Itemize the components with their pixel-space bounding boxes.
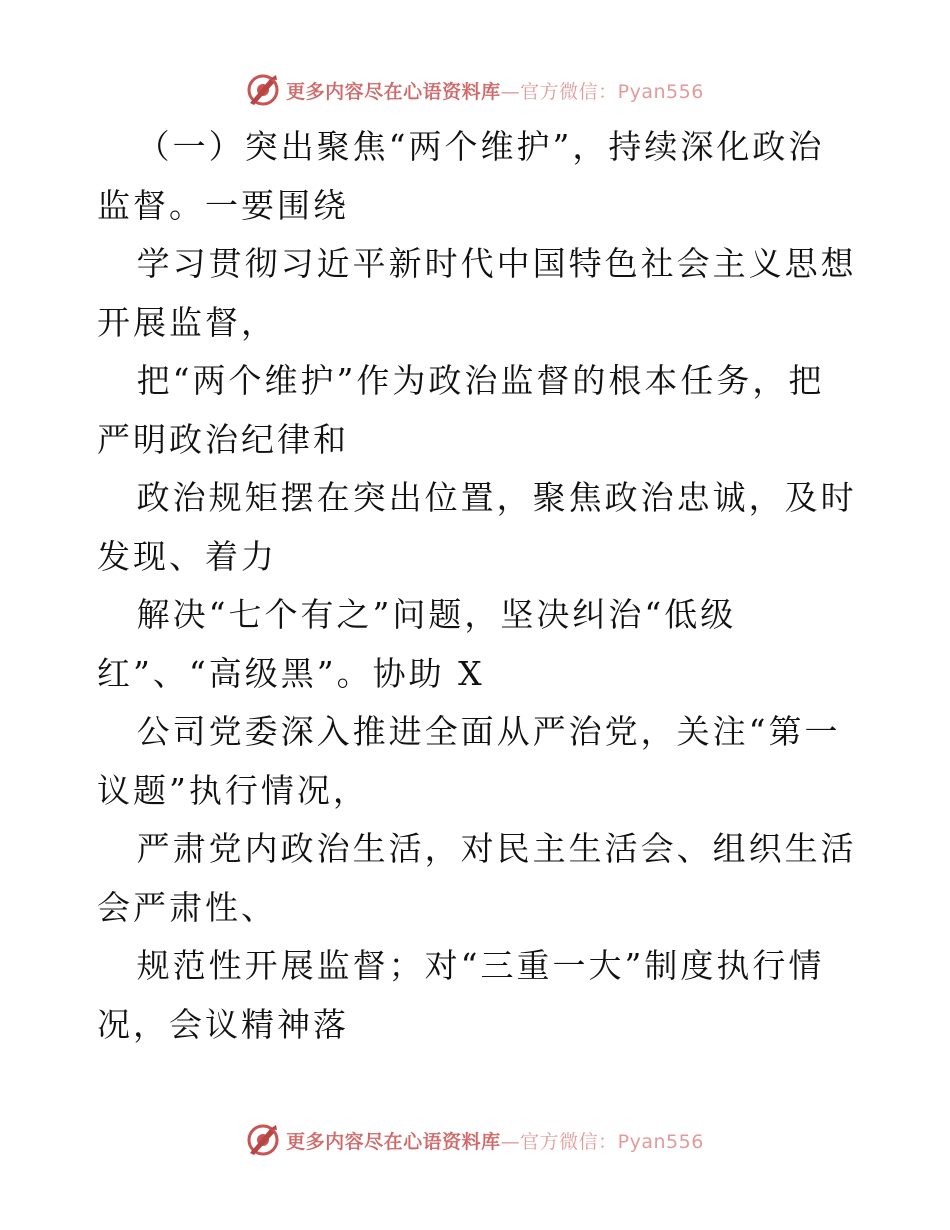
contact-text: —官方微信：Pyan556 [500,80,704,103]
paragraph-2: 学习贯彻习近平新时代中国特色社会主义思想开展监督， [97,244,857,342]
paragraph-3: 把“两个维护”作为政治监督的根本任务，把严明政治纪律和 [97,361,825,459]
paragraph-4: 政治规矩摆在突出位置，聚焦政治忠诚，及时发现、着力 [97,478,857,576]
header-watermark-banner [0,70,950,110]
document-body [97,118,857,1054]
paragraph-8: 规范性开展监督；对“三重一大”制度执行情况，会议精神落 [97,946,825,1044]
paragraph-5: 解决“七个有之”问题，坚决纠治“低级红”、“高级黑”。协助 X [97,595,737,693]
paragraph-1: （一）突出聚焦“两个维护”，持续深化政治监督。一要围绕 [97,127,825,225]
pen-seal-logo-icon [246,73,280,107]
paragraph-6: 公司党委深入推进全面从严治党，关注“第一议题”执行情况， [97,712,841,810]
footer-watermark-banner [0,1120,950,1160]
pen-seal-logo-icon [246,1123,280,1157]
paragraph-7: 严肃党内政治生活，对民主生活会、组织生活会严肃性、 [97,829,857,927]
promo-text: 更多内容尽在心语资料库 [286,80,501,103]
promo-text: 更多内容尽在心语资料库 [286,1130,501,1153]
contact-text: —官方微信：Pyan556 [500,1130,704,1153]
